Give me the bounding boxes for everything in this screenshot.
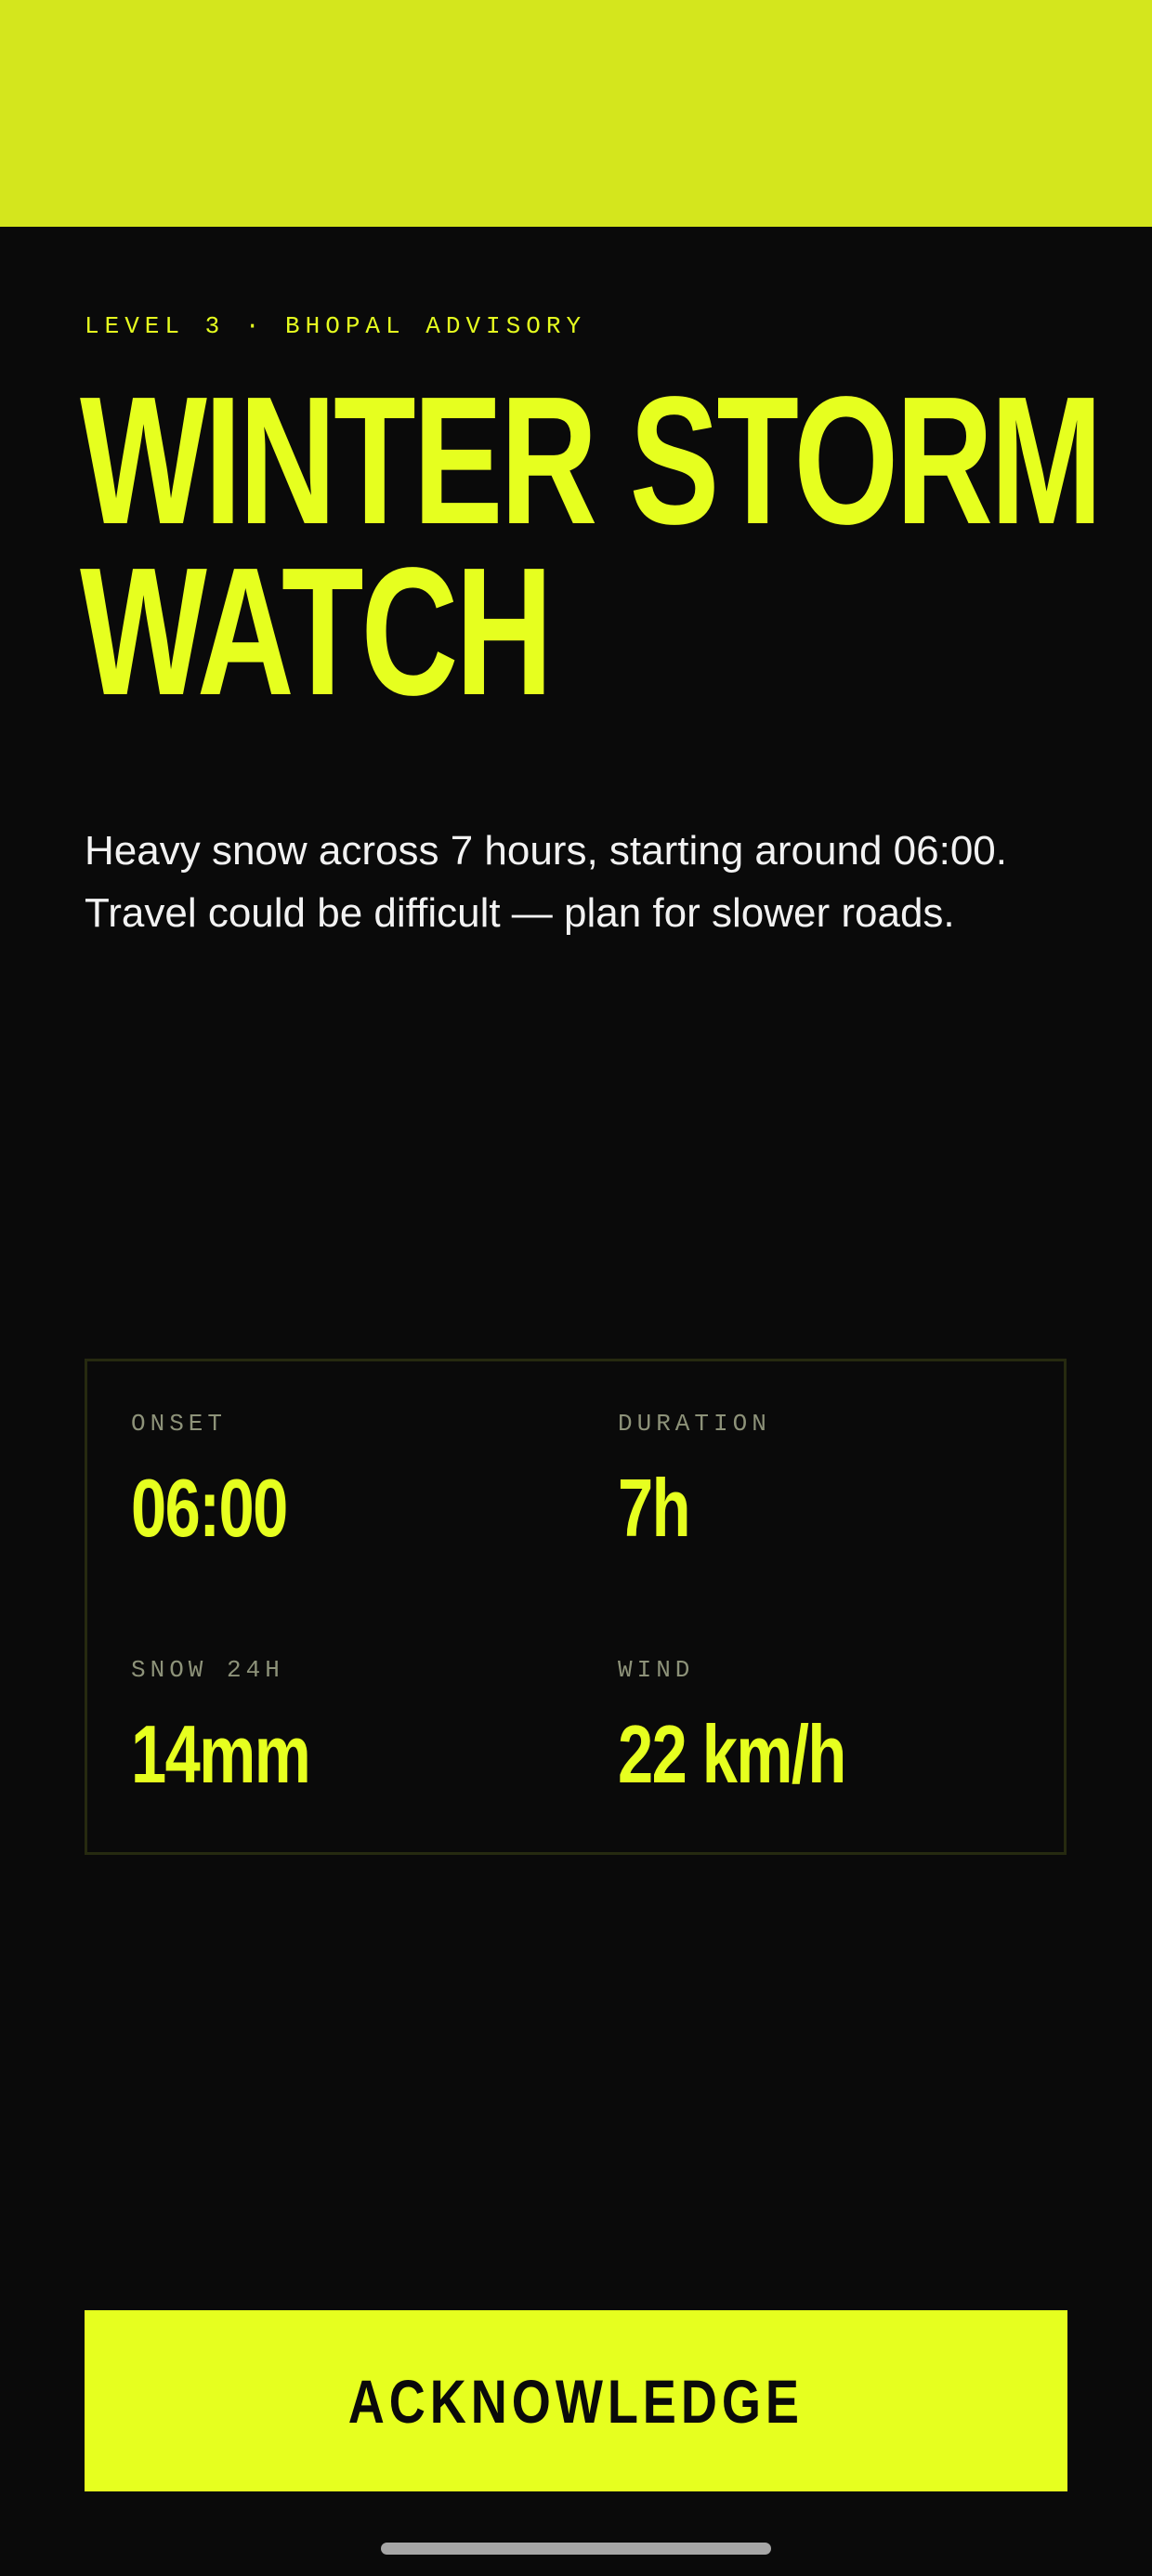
acknowledge-button[interactable] <box>85 2310 1067 2491</box>
stat-onset-value: 06:00 <box>131 1462 287 1554</box>
storm-stats-card <box>85 1359 1067 1855</box>
acknowledge-button-label: ACKNOWLEDGE <box>347 2366 805 2436</box>
stat-duration-value: 7h <box>618 1462 689 1554</box>
advisory-title-line-1: WINTER STORM <box>80 359 1100 562</box>
stat-wind-value: 22 km/h <box>618 1708 845 1800</box>
advisory-summary: Heavy snow across 7 hours, starting around 06:00. Travel could be difficult — plan for slower roads. <box>85 828 1007 936</box>
stat-onset-label: ONSET <box>131 1410 228 1438</box>
stat-duration-label: DURATION <box>618 1410 771 1438</box>
advisory-title <box>80 359 1111 733</box>
advisory-title-line-2: WATCH <box>80 530 551 733</box>
stat-snow-24h-value: 14mm <box>131 1708 310 1800</box>
advisory-eyebrow: LEVEL 3 · BHOPAL ADVISORY <box>85 312 587 340</box>
stat-wind-label: WIND <box>618 1656 695 1684</box>
home-indicator <box>381 2543 771 2555</box>
top-color-band <box>0 0 1152 227</box>
stat-snow-24h-label: SNOW 24H <box>131 1656 284 1684</box>
